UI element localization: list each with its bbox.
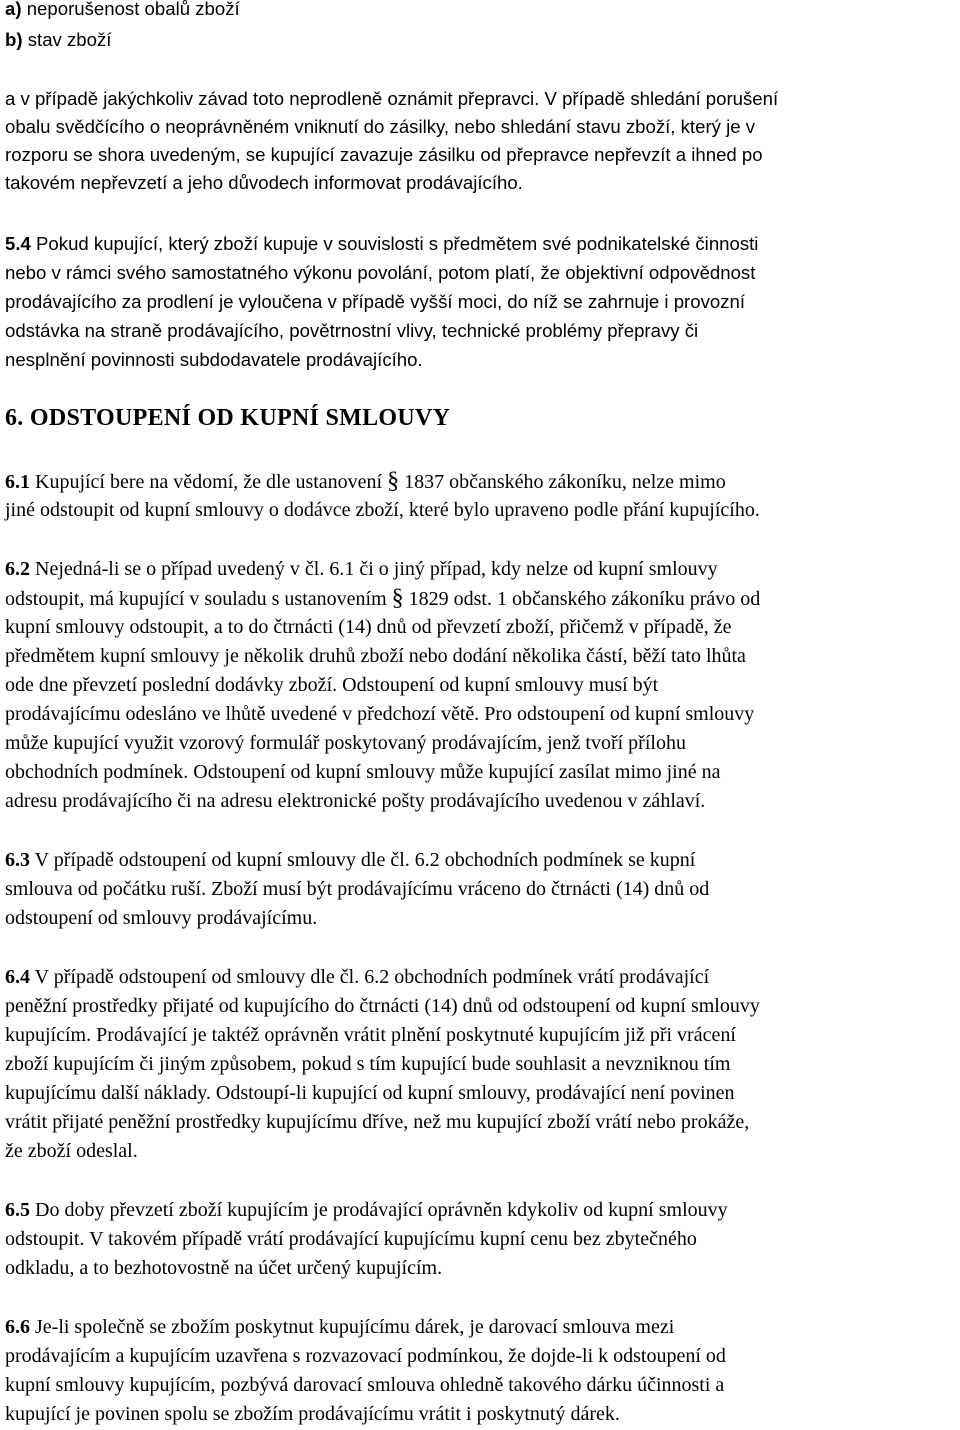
section-number: 6.3 xyxy=(5,849,30,871)
section-6-3-first-line xyxy=(5,846,695,875)
section-6-2-first-line xyxy=(5,555,718,584)
text-line: takovém nepřevzetí a jeho důvodech informovat prodávajícího. xyxy=(5,172,523,193)
text-line: kupujícím. Prodávající je taktéž oprávněn vrátit plnění poskytnuté kupujícím již při vrácení xyxy=(5,1024,736,1046)
section-heading: 6. ODSTOUPENÍ OD KUPNÍ SMLOUVY xyxy=(5,405,451,431)
list-marker: b) xyxy=(5,29,23,50)
text-line: a v případě jakýchkoliv závad toto neprodleně oznámit přepravci. V případě shledání porušení xyxy=(5,88,779,109)
list-item-b xyxy=(5,25,111,54)
text-line: prodávajícího za prodlení je vyloučena v případě vyšší moci, do níž se zahrnuje i provozní xyxy=(5,291,746,312)
text-line xyxy=(5,584,760,614)
text-span: 1837 občanského zákoníku, nelze mimo xyxy=(399,471,726,493)
text-line: kupující je povinen spolu se zbožím prodávajícímu vrátit i poskytnutý dárek. xyxy=(5,1403,620,1425)
text-span: Pokud kupující, který zboží kupuje v souvislosti s předmětem své podnikatelské činnosti xyxy=(30,233,759,254)
section-number: 6.4 xyxy=(5,966,30,988)
text-line: předmětem kupní smlouvy je několik druhů zboží nebo dodání několika částí, běží tato lhůta xyxy=(5,645,746,667)
text-line: nebo v rámci svého samostatného výkonu povolání, potom platí, že objektivní odpovědnost xyxy=(5,262,756,283)
text-line: kupujícímu další náklady. Odstoupí-li kupující od kupní smlouvy, prodávající není povinen xyxy=(5,1082,735,1104)
list-marker: a) xyxy=(5,0,22,19)
list-text: stav zboží xyxy=(22,29,112,50)
text-span: odstoupit, má kupující v souladu s ustanovením xyxy=(5,588,392,610)
text-line: může kupující využit vzorový formulář poskytovaný prodávajícím, jenž tvoří přílohu xyxy=(5,732,686,754)
section-6-4-first-line xyxy=(5,963,709,992)
section-6-6-first-line xyxy=(5,1313,674,1342)
text-line: vrátit přijaté peněžní prostředky kupujícímu dříve, než mu kupující zboží vrátí nebo prokáže, xyxy=(5,1111,750,1133)
text-span: Nejedná-li se o případ uvedený v čl. 6.1 či o jiný případ, kdy nelze od kupní smlouvy xyxy=(30,558,718,580)
text-line: prodávajícímu odesláno ve lhůtě uvedené v předchozí větě. Pro odstoupení od kupní smlouvy xyxy=(5,703,755,725)
text-line: ode dne převzetí poslední dodávky zboží. Odstoupení od kupní smlouvy musí být xyxy=(5,674,659,696)
text-line: nesplnění povinnosti subdodavatele prodávajícího. xyxy=(5,349,423,370)
section-number: 6.5 xyxy=(5,1199,30,1221)
paragraph-sign: § xyxy=(387,468,400,494)
section-5-4-first-line xyxy=(5,229,758,258)
section-number: 6.6 xyxy=(5,1316,30,1338)
section-6-1-first-line xyxy=(5,467,726,497)
section-number: 6.2 xyxy=(5,558,30,580)
text-span: 1829 odst. 1 občanského zákoníku právo od xyxy=(403,588,761,610)
text-line: zboží kupujícím či jiným způsobem, pokud s tím kupující bude souhlasit a nevzniknou tím xyxy=(5,1053,731,1075)
text-line: odstoupení od smlouvy prodávajícímu. xyxy=(5,907,318,929)
section-6-5-first-line xyxy=(5,1196,728,1225)
text-span: Je-li společně se zbožím poskytnut kupujícímu dárek, je darovací smlouva mezi xyxy=(30,1316,675,1338)
section-number: 5.4 xyxy=(5,233,31,254)
text-line: obalu svědčícího o neoprávněném vniknutí do zásilky, nebo shledání stavu zboží, který je v xyxy=(5,116,756,137)
text-line: jiné odstoupit od kupní smlouvy o dodávce zboží, které bylo upraveno podle přání kupujícího. xyxy=(5,499,760,521)
text-span: Do doby převzetí zboží kupujícím je prodávající oprávněn kdykoliv od kupní smlouvy xyxy=(30,1199,728,1221)
text-span: V případě odstoupení od kupní smlouvy dle čl. 6.2 obchodních podmínek se kupní xyxy=(30,849,696,871)
text-line: peněžní prostředky přijaté od kupujícího do čtrnácti (14) dnů od odstoupení od kupní smlouvy xyxy=(5,995,760,1017)
text-line: kupní smlouvy odstoupit, a to do čtrnácti (14) dnů od převzetí zboží, přičemž v případě, že xyxy=(5,616,732,638)
text-line: odstoupit. V takovém případě vrátí prodávající kupujícímu kupní cenu bez zbytečného xyxy=(5,1228,697,1250)
text-line: odkladu, a to bezhotovostně na účet určený kupujícím. xyxy=(5,1257,443,1279)
text-line: rozporu se shora uvedeným, se kupující zavazuje zásilku od přepravce nepřevzít a ihned po xyxy=(5,144,763,165)
text-line: odstávka na straně prodávajícího, povětrnostní vlivy, technické problémy přepravy či xyxy=(5,320,699,341)
text-span: V případě odstoupení od smlouvy dle čl. 6.2 obchodních podmínek vrátí prodávající xyxy=(30,966,710,988)
text-line: že zboží odeslal. xyxy=(5,1140,138,1162)
list-item-a xyxy=(5,0,240,23)
text-span: Kupující bere na vědomí, že dle ustanovení xyxy=(30,471,388,493)
text-line: smlouva od počátku ruší. Zboží musí být prodávajícímu vráceno do čtrnácti (14) dnů od xyxy=(5,878,710,900)
text-line: adresu prodávajícího či na adresu elektronické pošty prodávajícího uvedenou v záhlaví. xyxy=(5,790,706,812)
list-text: neporušenost obalů zboží xyxy=(21,0,240,19)
text-line: prodávajícím a kupujícím uzavřena s rozvazovací podmínkou, že dojde-li k odstoupení od xyxy=(5,1345,726,1367)
paragraph-sign: § xyxy=(391,585,404,611)
section-number: 6.1 xyxy=(5,471,30,493)
text-line: kupní smlouvy kupujícím, pozbývá darovací smlouva ohledně takového dárku účinnosti a xyxy=(5,1374,725,1396)
text-line: obchodních podmínek. Odstoupení od kupní smlouvy může kupující zasílat mimo jiné na xyxy=(5,761,721,783)
